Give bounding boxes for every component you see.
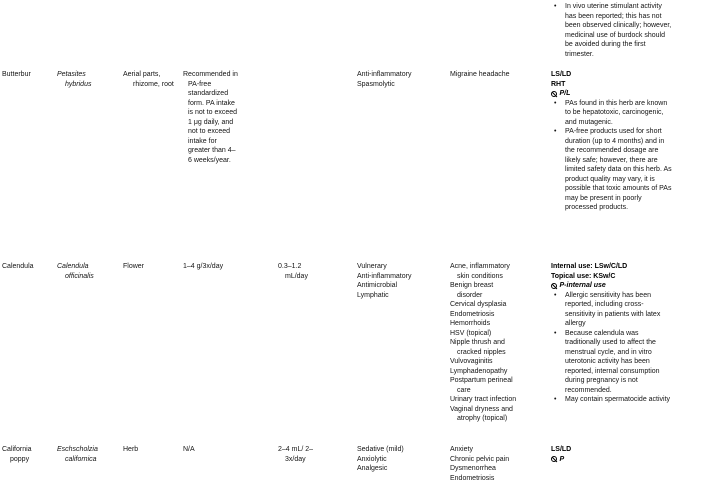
indication-item: Hemorrhoids <box>450 320 491 327</box>
safety-cell <box>551 445 673 464</box>
indication-item: Migraine headache <box>450 71 510 78</box>
plant-part-cell: Herb <box>123 446 139 453</box>
safety-code: LS/LD <box>551 71 572 78</box>
action-item: Analgesic <box>357 465 388 472</box>
actions-cell <box>357 70 445 89</box>
bullet-icon: • <box>554 396 557 403</box>
indication-item: Endometriosis <box>450 474 495 482</box>
contraindication-line <box>551 455 673 465</box>
safety-note <box>551 395 673 405</box>
scientific-name-cell: Petasites hybridus <box>57 71 92 88</box>
dose-1-cell: 1–4 g/3x/day <box>183 263 224 270</box>
safety-note-text: PAs found in this herb are known to be hepatotoxic, carcinogenic, and mutagenic. <box>565 99 668 126</box>
action-item: Vulnerary <box>357 263 387 270</box>
indication-item: Anxiety <box>450 446 473 453</box>
safety-cell <box>551 70 673 213</box>
indication-item: Vaginal dryness and atrophy (topical) <box>450 405 513 422</box>
safety-note <box>551 2 673 59</box>
safety-code: RHT <box>551 80 566 88</box>
bullet-icon: • <box>554 128 557 135</box>
bullet-icon: • <box>554 99 557 107</box>
indications-cell <box>450 70 520 80</box>
safety-code: Topical use: KSw/C <box>551 272 616 280</box>
dose-2-cell: 2–4 mL/ 2–3x/day <box>278 446 314 463</box>
indications-cell <box>450 445 520 483</box>
common-name-cell: Butterbur <box>2 71 31 78</box>
contraindication-label: P/L <box>559 90 571 97</box>
indication-item: Cervical dysplasia <box>450 301 507 308</box>
bullet-icon: • <box>554 329 557 337</box>
safety-code: LS/LD <box>551 446 572 453</box>
indication-item: Lymphadenopathy <box>450 367 508 375</box>
action-item: Anxiolytic <box>357 455 387 463</box>
indication-item: Urinary tract infection <box>450 396 517 403</box>
action-item: Spasmolytic <box>357 80 395 88</box>
action-item: Anti-inflammatory <box>357 71 412 78</box>
common-name-cell: California poppy <box>2 446 32 463</box>
indication-item: Chronic pelvic pain <box>450 455 510 463</box>
contraindication-line <box>551 281 673 291</box>
contraindication-label: P-internal use <box>559 282 606 289</box>
indication-item: Vulvovaginitis <box>450 358 493 365</box>
actions-cell <box>357 262 445 300</box>
safety-note-text: In vivo uterine stimulant activity has been reported; this has not been observed clinically; however, medicinal use of burdock should be avoided during the first trimester. <box>565 3 672 58</box>
safety-note-text: Allergic sensitivity has been reported, including cross-sensitivity in patients with latex allergy <box>565 291 661 327</box>
bullet-icon: • <box>554 3 557 10</box>
safety-note <box>551 329 673 396</box>
indication-item: Dysmenorrhea <box>450 465 496 472</box>
prohibition-icon <box>551 91 557 97</box>
bullet-icon: • <box>554 291 557 299</box>
common-name-cell: Calendula <box>2 263 34 270</box>
safety-note <box>551 127 673 213</box>
indication-item: Endometriosis <box>450 310 495 318</box>
dose-1-cell: Recommended in PA-free standardized form. PA intake is not to exceed 1 μg daily, and not to exceed intake for greater than 4–6 weeks/year. <box>183 71 238 164</box>
indication-item: Benign breast disorder <box>450 282 494 299</box>
action-item: Anti-inflammatory <box>357 272 412 280</box>
action-item: Sedative (mild) <box>357 446 404 453</box>
indication-item: Postpartum perineal care <box>450 377 513 394</box>
safety-note-text: Because calendula was traditionally used to affect the menstrual cycle, and in vitro uterotonic activity has been reported, internal consumption during pregnancy is not recommended. <box>565 329 660 394</box>
indication-item: Acne, inflammatory skin conditions <box>450 263 510 280</box>
contraindication-line <box>551 89 673 99</box>
contraindication-label: P <box>559 455 565 463</box>
prohibition-icon <box>551 456 557 462</box>
scientific-name-cell: Eschscholzia californica <box>57 446 98 463</box>
plant-part-cell: Flower <box>123 263 145 270</box>
carryover-safety-cell <box>551 2 673 59</box>
safety-note <box>551 291 673 329</box>
safety-cell <box>551 262 673 405</box>
safety-note-text: May contain spermatocide activity <box>565 396 671 403</box>
indications-cell <box>450 262 520 424</box>
dose-2-cell: 0.3–1.2 mL/day <box>278 263 308 280</box>
action-item: Antimicrobial <box>357 282 398 289</box>
actions-cell <box>357 445 445 474</box>
dose-1-cell: N/A <box>183 446 195 453</box>
safety-code: Internal use: LSw/C/LD <box>551 263 628 270</box>
plant-part-cell: Aerial parts, rhizome, root <box>123 71 174 88</box>
indication-item: Nipple thrush and cracked nipples <box>450 339 506 356</box>
scientific-name-cell: Calendula officinalis <box>57 263 94 280</box>
indication-item: HSV (topical) <box>450 329 492 337</box>
safety-note-text: PA-free products used for short duration (up to 4 months) and in the recommended dosage are likely safe; however, there are limited safety data on this herb. As product quality may vary, it is possible that toxic amounts of PAs may be present in poorly processed products. <box>565 128 672 211</box>
prohibition-icon <box>551 283 557 289</box>
safety-note <box>551 99 673 128</box>
action-item: Lymphatic <box>357 291 389 299</box>
